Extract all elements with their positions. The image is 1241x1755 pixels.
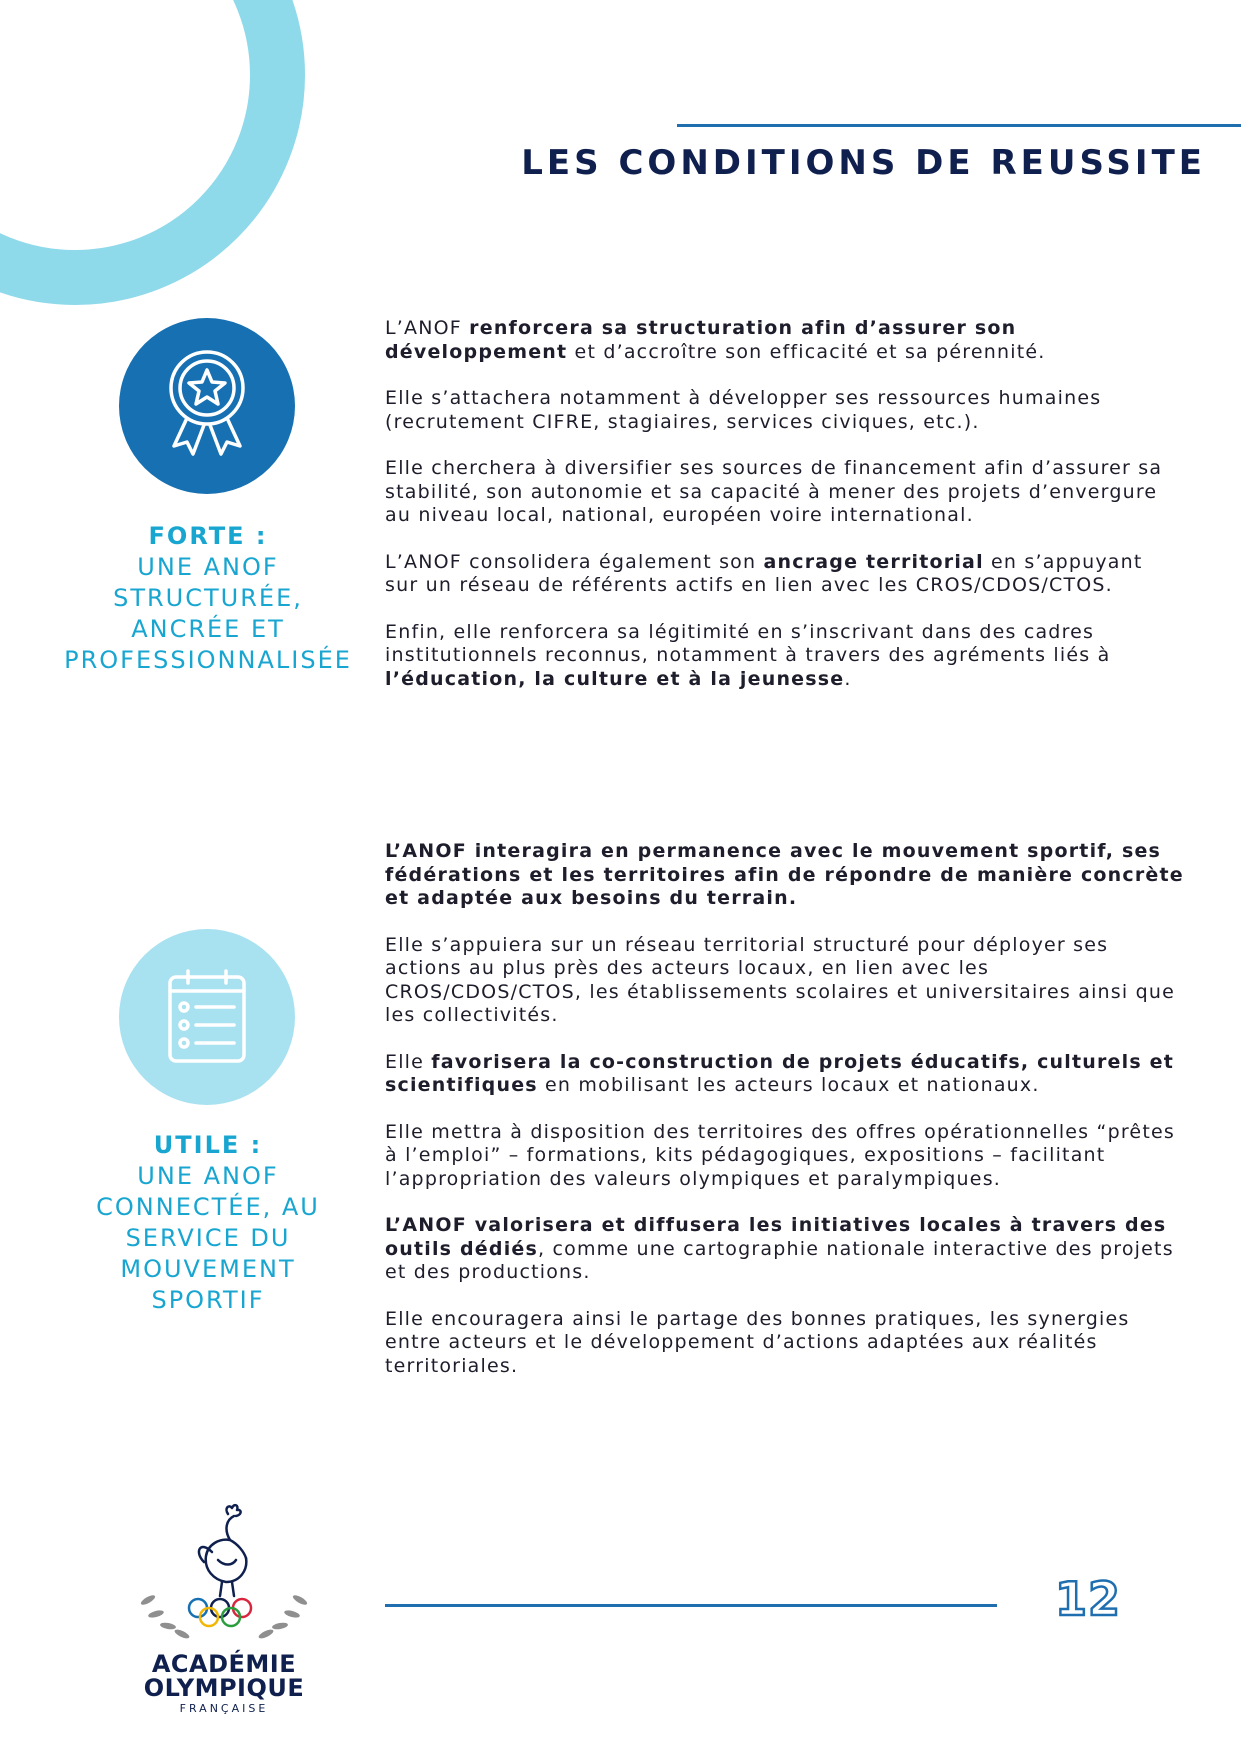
paragraph: L’ANOF valorisera et diffusera les initiatives locales à travers des outils dédiés, comme une cartographie nationale interactive des projets et des productions. [385,1214,1174,1283]
paragraph: Enfin, elle renforcera sa légitimité en s’inscrivant dans des cadres institutionnels reconnus, notamment à travers des agréments liés à l’éducation, la culture et à la jeunesse. [385,620,1111,690]
footer-rule [385,1604,997,1607]
section-subtitle-line: SPORTIF [151,1286,265,1314]
section-utile-title [48,1130,368,1316]
academie-olympique-logo [108,1500,340,1718]
paragraph: Elle s’appuiera sur un réseau territorial structuré pour déployer ses actions au plus près des acteurs locaux, en lien avec les CROS/CDOS/CTOS, les établissements scolaires et universitaires ainsi que les collectivités. [385,933,1176,1026]
decorative-arc [0,0,305,305]
section-subtitle-line: STRUCTURÉE, [113,584,303,612]
section-forte-body [385,317,1175,714]
section-subtitle-line: ANCRÉE ET [131,615,285,643]
paragraph: Elle encouragera ainsi le partage des bonnes pratiques, les synergies entre acteurs et le développement d’actions adaptées aux réalités territoriales. [385,1307,1130,1377]
section-forte-title [48,521,368,676]
rooster-icon [199,1505,246,1596]
paragraph: L’ANOF renforcera sa structuration afin d’assurer son développement et d’accroître son efficacité et sa pérennité. [385,317,1046,363]
medal-star-icon [119,318,295,494]
section-subtitle-line: CONNECTÉE, AU [96,1193,320,1221]
section-subtitle-line: PROFESSIONNALISÉE [64,646,352,674]
logo-text-academie: ACADÉMIE [151,1650,297,1678]
paragraph: L’ANOF interagira en permanence avec le mouvement sportif, ses fédérations et les territoires afin de répondre de manière concrète et adaptée aux besoins du terrain. [385,840,1184,909]
section-subtitle-line: MOUVEMENT [120,1255,296,1283]
logo-text-olympique: OLYMPIQUE [143,1674,305,1702]
section-lead: FORTE : [148,522,268,550]
paragraph: L’ANOF consolidera également son ancrage territorial en s’appuyant sur un réseau de référents actifs en lien avec les CROS/CDOS/CTOS. [385,550,1143,596]
paragraph: Elle favorisera la co-construction de projets éducatifs, culturels et scientifiques en mobilisant les acteurs locaux et nationaux. [385,1050,1175,1096]
section-subtitle-line: UNE ANOF [137,1162,279,1190]
section-lead: UTILE : [153,1131,263,1159]
paragraph: Elle s’attachera notamment à développer ses ressources humaines (recrutement CIFRE, stagiaires, services civiques, etc.). [385,387,1102,433]
section-subtitle-line: UNE ANOF [137,553,279,581]
section-subtitle-line: SERVICE DU [125,1224,291,1252]
paragraph: Elle mettra à disposition des territoires des offres opérationnelles “prêtes à l’emploi” – formations, kits pédagogiques, expositions – facilitant l’appropriation des valeurs olympiques et paralympiques. [385,1120,1175,1190]
header-rule [677,124,1241,127]
logo-text-francaise: FRANÇAISE [179,1702,269,1715]
page-title: LES CONDITIONS DE REUSSITE [521,143,1206,183]
clipboard-checklist-icon [119,929,295,1105]
section-utile-body [385,840,1185,1401]
page-number: 12 [1055,1572,1122,1626]
paragraph: Elle cherchera à diversifier ses sources de financement afin d’assurer sa stabilité, son autonomie et sa capacité à mener des projets d’envergure au niveau local, national, européen voire international. [385,457,1163,526]
